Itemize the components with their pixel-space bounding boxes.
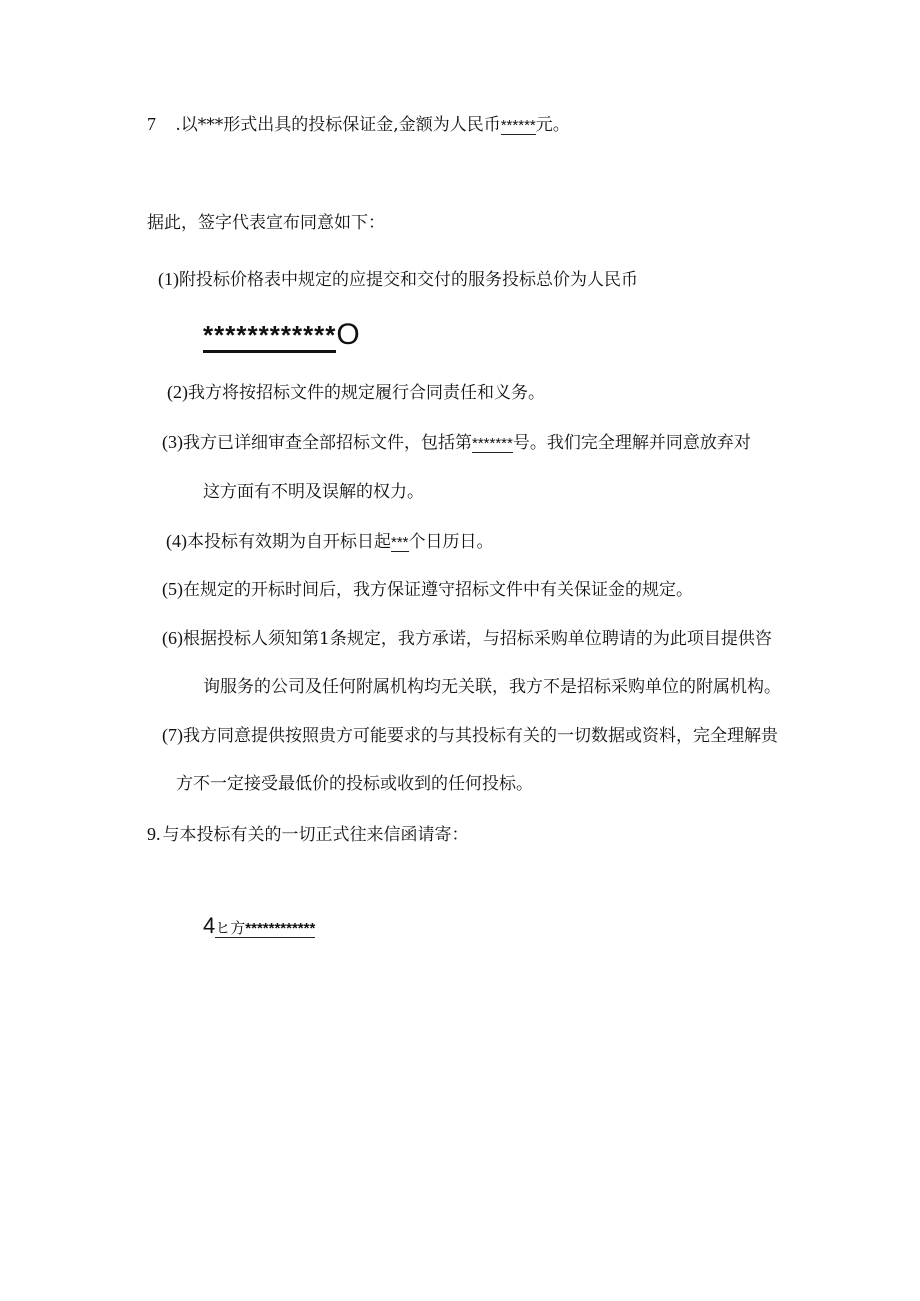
intro-statement: 据此，签字代表宣布同意如下： bbox=[147, 213, 385, 233]
clause-3-suffix: 号。我们完全理解并同意放弃对 bbox=[512, 433, 751, 453]
clause-5-number: (5) bbox=[162, 579, 183, 599]
item-7-text: .以***形式出具的投标保证金,金额为人民币 bbox=[175, 115, 501, 135]
address-lead: 4 bbox=[203, 913, 216, 938]
clause-7-continuation: 方不一定接受最低价的投标或收到的任何投标。 bbox=[176, 774, 533, 794]
clause-2-text: 我方将按招标文件的规定履行合同责任和义务。 bbox=[188, 383, 545, 403]
total-price-amount bbox=[203, 318, 361, 352]
clause-2-number: (2) bbox=[167, 382, 188, 402]
clause-3-continuation: 这方面有不明及误解的权力。 bbox=[203, 482, 424, 502]
clause-4-text: 本投标有效期为自开标日起 bbox=[187, 532, 391, 552]
clause-7-number: (7) bbox=[162, 725, 183, 745]
item-9-number: 9. bbox=[147, 824, 161, 844]
item-7-number: 7 bbox=[147, 114, 156, 134]
total-price-stars: ************ bbox=[203, 320, 336, 353]
total-price-tail: O bbox=[336, 318, 361, 351]
item-9-text: 与本投标有关的一切正式往来信函请寄： bbox=[162, 825, 469, 845]
clause-6-continuation: 询服务的公司及任何附属机构均无关联，我方不是招标采购单位的附属机构。 bbox=[203, 677, 781, 697]
clause-4 bbox=[166, 529, 494, 555]
item-7-amount: ****** bbox=[500, 117, 536, 134]
address-value: ************ bbox=[245, 920, 316, 937]
clause-3-number: (3) bbox=[162, 432, 183, 452]
clause-6-text: 根据投标人须知第1条规定，我方承诺，与招标采购单位聘请的为此项目提供咨 bbox=[183, 629, 772, 649]
clause-3 bbox=[162, 430, 751, 456]
item-7 bbox=[147, 112, 570, 138]
clause-7 bbox=[162, 723, 778, 748]
clause-1-number: (1) bbox=[158, 269, 179, 289]
clause-3-amount: ******* bbox=[472, 435, 513, 452]
clause-6-number: (6) bbox=[162, 628, 183, 648]
item-9 bbox=[147, 822, 469, 847]
clause-1-text: 附投标价格表中规定的应提交和交付的服务投标总价为人民币 bbox=[179, 270, 638, 290]
clause-2 bbox=[167, 380, 545, 405]
clause-4-number: (4) bbox=[166, 531, 187, 551]
clause-1 bbox=[158, 267, 638, 292]
clause-5-text: 在规定的开标时间后，我方保证遵守招标文件中有关保证金的规定。 bbox=[183, 580, 693, 600]
clause-4-suffix: 个日历日。 bbox=[408, 532, 494, 552]
address-line bbox=[203, 912, 315, 943]
clause-5 bbox=[162, 577, 693, 602]
address-label: ヒ方 bbox=[215, 919, 246, 937]
clause-3-text: 我方已详细审查全部招标文件，包括第 bbox=[183, 433, 472, 453]
address-field bbox=[215, 919, 315, 938]
clause-7-text: 我方同意提供按照贵方可能要求的与其投标有关的一切数据或资料，完全理解贵 bbox=[183, 726, 778, 746]
clause-6 bbox=[162, 626, 772, 651]
clause-4-amount: *** bbox=[391, 534, 409, 551]
item-7-suffix: 元。 bbox=[535, 115, 570, 135]
